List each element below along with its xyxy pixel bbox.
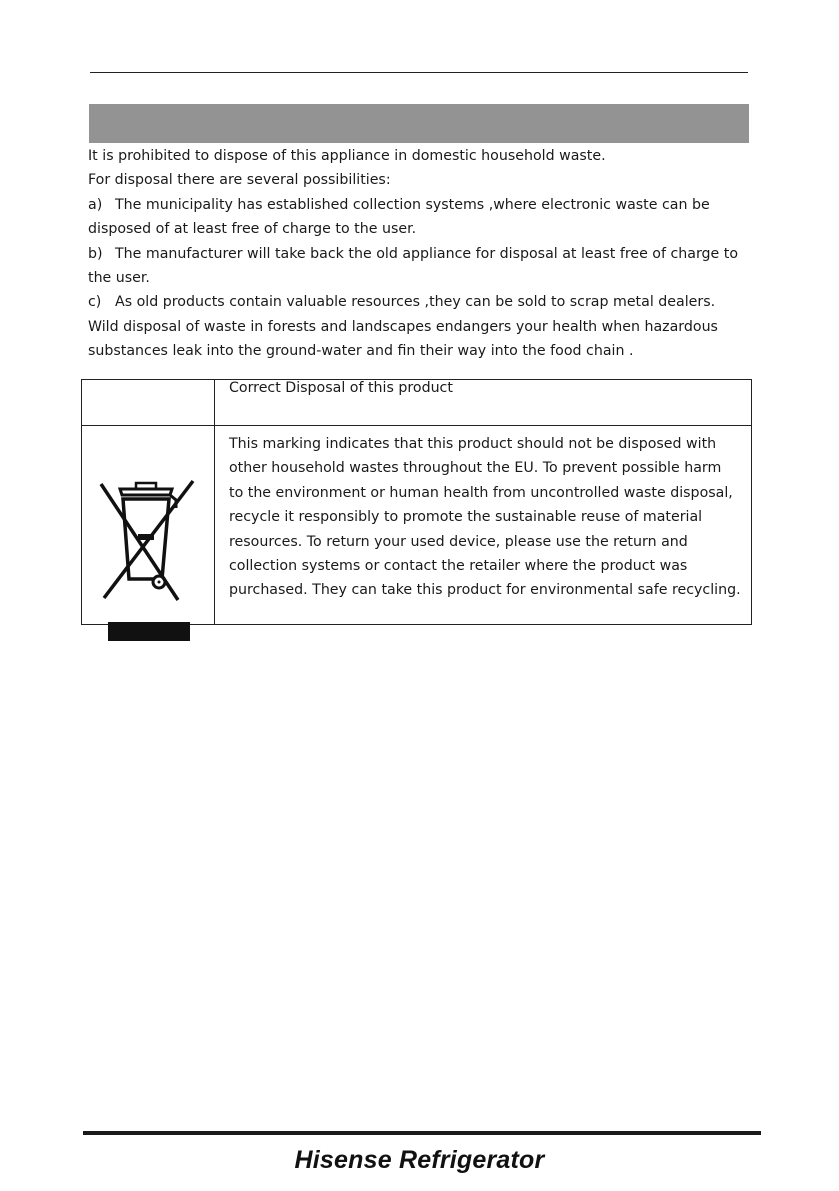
option-text: As old products contain valuable resources ,they can be sold to scrap metal dealers. [115,294,716,311]
description-line: collection systems or contact the retailer where the product was [229,558,688,575]
empty-header-cell [82,380,215,426]
option-b [88,242,758,266]
table-header-row [82,380,752,426]
option-a [88,193,758,217]
option-marker: b) [88,245,103,262]
warning-line: Wild disposal of waste in forests and landscapes endangers your health when hazardous [88,318,718,335]
description-line: This marking indicates that this product should not be disposed with [229,436,717,452]
option-c [88,290,758,314]
option-marker: a) [88,196,103,213]
disposal-description [215,426,752,625]
description-line: other household wastes throughout the EU. To prevent possible harm [229,460,722,477]
option-a-continued: disposed of at least free of charge to the user. [88,221,417,238]
description-line: resources. To return your used device, please use the return and [229,533,688,550]
weee-black-bar [108,622,190,641]
description-line: recycle it responsibly to promote the sustainable reuse of material [229,509,703,526]
section-heading-band [89,104,749,143]
intro-line: It is prohibited to dispose of this appliance in domestic household waste. [88,148,606,164]
option-text: The manufacturer will take back the old appliance for disposal at least free of charge to [115,245,739,262]
description-line: purchased. They can take this product for environmental safe recycling. [229,582,741,599]
disposal-intro [88,144,758,364]
warning-line: substances leak into the ground-water and fin their way into the food chain . [88,343,634,360]
option-text: The municipality has established collection systems ,where electronic waste can be [115,196,710,213]
table-body-row [82,426,752,625]
option-b-continued: the user. [88,270,150,287]
description-line: to the environment or human health from uncontrolled waste disposal, [229,484,733,501]
disposal-table [81,379,752,625]
header-rule [90,72,748,73]
icon-cell [82,426,215,625]
table-heading: Correct Disposal of this product [215,380,752,426]
option-marker: c) [88,294,102,311]
brand-footer: Hisense Refrigerator [294,1146,545,1174]
crossed-out-wheelie-bin-icon [96,448,200,624]
footer-rule [83,1131,761,1135]
intro-line: For disposal there are several possibilities: [88,172,391,189]
